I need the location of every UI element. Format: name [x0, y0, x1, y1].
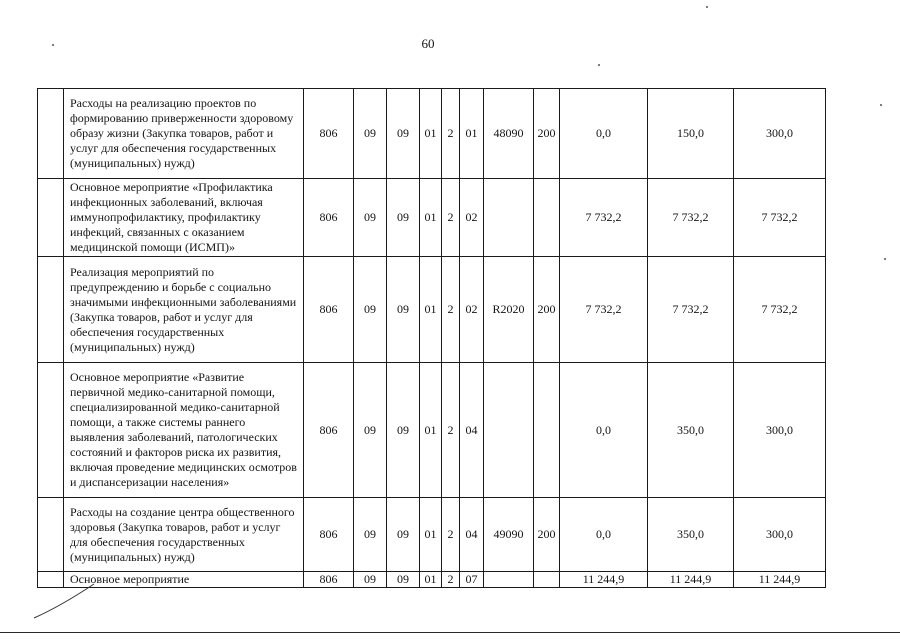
row-name: Расходы на создание центра общественного здоровья (Закупка товаров, работ и услуг для обеспечения государственных (муниципальных) нужд)	[70, 504, 295, 564]
ministry-code: 806	[304, 179, 354, 257]
scan-speck	[706, 6, 708, 8]
section-code: 09	[354, 179, 387, 257]
amount-year-3: 300,0	[734, 363, 826, 498]
subprogram-code: 2	[442, 179, 460, 257]
event-code: 07	[460, 572, 484, 588]
pen-stroke-mark	[30, 582, 100, 622]
subsection-code: 09	[387, 498, 420, 572]
direction-code	[484, 179, 534, 257]
expense-type-code	[534, 363, 560, 498]
scan-speck	[598, 64, 600, 66]
scan-speck	[880, 104, 882, 106]
amount-year-3: 7 732,2	[734, 179, 826, 257]
subprogram-code: 2	[442, 498, 460, 572]
direction-code	[484, 572, 534, 588]
event-code: 04	[460, 498, 484, 572]
row-name-cell	[38, 89, 304, 179]
table-row	[38, 89, 826, 179]
direction-code: R2020	[484, 257, 534, 363]
expense-type-code: 200	[534, 89, 560, 179]
ministry-code: 806	[304, 572, 354, 588]
program-code: 01	[420, 572, 442, 588]
table-row	[38, 363, 826, 498]
expense-type-code	[534, 179, 560, 257]
subprogram-code: 2	[442, 572, 460, 588]
amount-year-2: 150,0	[648, 89, 734, 179]
row-name-cell	[38, 179, 304, 257]
event-code: 02	[460, 179, 484, 257]
section-code: 09	[354, 257, 387, 363]
table-row	[38, 572, 826, 588]
amount-year-2: 7 732,2	[648, 179, 734, 257]
section-code: 09	[354, 572, 387, 588]
row-name-cell	[38, 363, 304, 498]
expense-type-code: 200	[534, 257, 560, 363]
direction-code: 49090	[484, 498, 534, 572]
amount-year-3: 300,0	[734, 498, 826, 572]
ministry-code: 806	[304, 363, 354, 498]
amount-year-2: 11 244,9	[648, 572, 734, 588]
amount-year-1: 11 244,9	[560, 572, 648, 588]
program-code: 01	[420, 179, 442, 257]
direction-code	[484, 363, 534, 498]
subsection-code: 09	[387, 363, 420, 498]
subprogram-code: 2	[442, 89, 460, 179]
row-name: Основное мероприятие	[70, 572, 190, 586]
page-number: 60	[421, 36, 435, 51]
scan-edge-line	[0, 632, 900, 633]
event-code: 01	[460, 89, 484, 179]
program-code: 01	[420, 257, 442, 363]
amount-year-1: 7 732,2	[560, 257, 648, 363]
amount-year-3: 300,0	[734, 89, 826, 179]
row-name: Реализация мероприятий по предупреждению и борьбе с социально значимыми инфекционными заболеваниями (Закупка товаров, работ и услуг для обеспечения государственных (муниципальных) нужд)	[70, 264, 297, 354]
section-code: 09	[354, 89, 387, 179]
row-name: Основное мероприятие «Развитие первичной медико-санитарной помощи, специализированной медико-санитарной помощи, а также системы раннего выявления заболеваний, патологических состояний и факторов риска их развития, включая проведение медицинских осмотров и диспансеризации населения»	[70, 370, 297, 489]
section-code: 09	[354, 363, 387, 498]
expense-type-code	[534, 572, 560, 588]
table-row	[38, 498, 826, 572]
row-name-cell	[38, 498, 304, 572]
scan-speck	[52, 44, 54, 46]
row-name-cell	[38, 257, 304, 363]
amount-year-2: 7 732,2	[648, 257, 734, 363]
ministry-code: 806	[304, 498, 354, 572]
ministry-code: 806	[304, 89, 354, 179]
subsection-code: 09	[387, 257, 420, 363]
amount-year-2: 350,0	[648, 498, 734, 572]
amount-year-1: 7 732,2	[560, 179, 648, 257]
event-code: 04	[460, 363, 484, 498]
section-code: 09	[354, 498, 387, 572]
program-code: 01	[420, 89, 442, 179]
subsection-code: 09	[387, 572, 420, 588]
direction-code: 48090	[484, 89, 534, 179]
ministry-code: 806	[304, 257, 354, 363]
amount-year-1: 0,0	[560, 363, 648, 498]
expense-type-code: 200	[534, 498, 560, 572]
program-code: 01	[420, 498, 442, 572]
subprogram-code: 2	[442, 363, 460, 498]
amount-year-1: 0,0	[560, 498, 648, 572]
amount-year-2: 350,0	[648, 363, 734, 498]
subsection-code: 09	[387, 89, 420, 179]
row-name: Основное мероприятие «Профилактика инфекционных заболеваний, включая иммунопрофилактику, профилактику инфекций, связанных с оказанием медицинской помощи (ИСМП)»	[70, 180, 273, 254]
amount-year-3: 11 244,9	[734, 572, 826, 588]
table-row	[38, 257, 826, 363]
scan-speck	[884, 258, 886, 260]
row-name: Расходы на реализацию проектов по формированию приверженности здоровому образу жизни (Закупка товаров, работ и услуг для обеспечения государственных (муниципальных) нужд)	[70, 96, 294, 170]
amount-year-3: 7 732,2	[734, 257, 826, 363]
event-code: 02	[460, 257, 484, 363]
amount-year-1: 0,0	[560, 89, 648, 179]
budget-table	[37, 88, 826, 588]
subsection-code: 09	[387, 179, 420, 257]
table-row	[38, 179, 826, 257]
subprogram-code: 2	[442, 257, 460, 363]
program-code: 01	[420, 363, 442, 498]
